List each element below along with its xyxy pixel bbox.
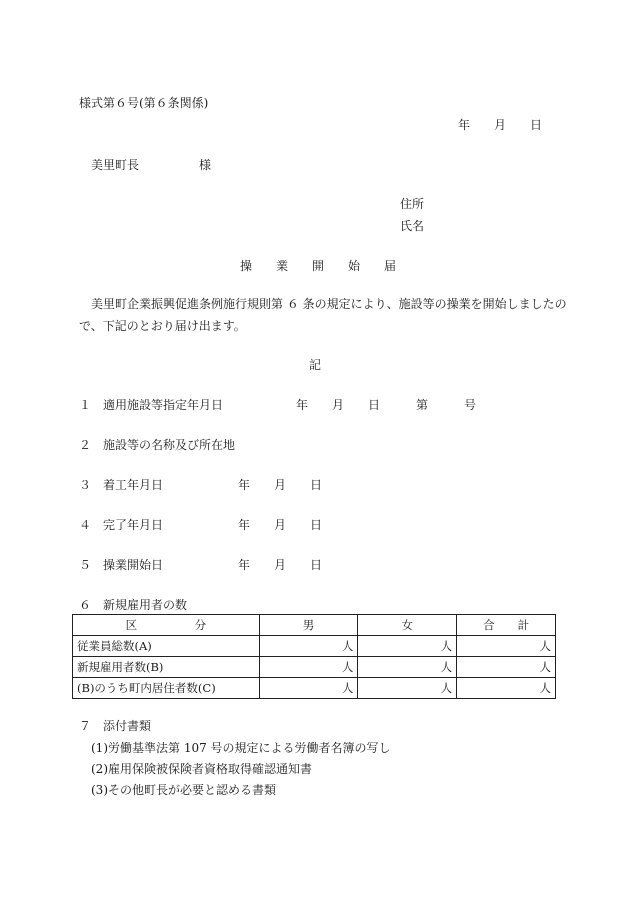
item-5-value: 年 月 日: [238, 558, 323, 572]
body-line-1: 美里町企業振興促進条例施行規則第 ６ 条の規定により、施設等の操業を開始しましたの: [91, 297, 567, 311]
row-label: 従業員総数(A): [73, 636, 260, 657]
address-label: 住所: [400, 197, 425, 211]
cell-male: 人: [259, 636, 358, 657]
item-2-label: ２ 施設等の名称及び所在地: [79, 438, 236, 452]
cell-total: 人: [457, 657, 556, 678]
cell-total: 人: [457, 678, 556, 699]
table-row: [73, 657, 556, 678]
date-line: 年 月 日: [458, 118, 543, 132]
attachment-item: (2)雇用保険被保険者資格取得確認通知書: [91, 762, 312, 776]
item-4-label: ４ 完了年月日: [79, 518, 164, 532]
item-7-label: ７ 添付書類: [79, 719, 152, 733]
title-char: 業: [276, 259, 289, 273]
ki-heading: 記: [309, 358, 322, 372]
cell-female: 人: [358, 657, 457, 678]
addressee: 美里町長 様: [91, 158, 212, 172]
attachment-item: (3)その他町長が必要と認める書類: [91, 783, 276, 797]
row-label: 新規雇用者数(B): [73, 657, 260, 678]
form-number: 様式第６号(第６条関係): [79, 96, 209, 110]
item-3-label: ３ 着工年月日: [79, 478, 164, 492]
title-char: 開: [312, 259, 325, 273]
header-category: 区 分: [73, 615, 260, 636]
item-3-value: 年 月 日: [238, 478, 323, 492]
table-row: [73, 636, 556, 657]
item-4-value: 年 月 日: [238, 518, 323, 532]
cell-total: 人: [457, 636, 556, 657]
title-char: 始: [348, 259, 361, 273]
name-label: 氏名: [400, 219, 425, 233]
cell-male: 人: [259, 678, 358, 699]
item-1-value: 年 月 日 第 号: [296, 398, 477, 412]
header-female: 女: [358, 615, 457, 636]
table-row: [73, 678, 556, 699]
body-line-2: で、下記のとおり届け出ます。: [79, 319, 246, 333]
cell-female: 人: [358, 636, 457, 657]
employee-count-table: [72, 614, 556, 699]
cell-female: 人: [358, 678, 457, 699]
cell-male: 人: [259, 657, 358, 678]
title-char: 届: [384, 259, 397, 273]
attachment-item: (1)労働基準法第 107 号の規定による労働者名簿の写し: [91, 741, 391, 755]
header-male: 男: [259, 615, 358, 636]
table-header-row: [73, 615, 556, 636]
header-total: 合 計: [457, 615, 556, 636]
row-label: (B)のうち町内居住者数(C): [73, 678, 260, 699]
title-char: 操: [240, 259, 253, 273]
item-5-label: ５ 操業開始日: [79, 558, 164, 572]
item-6-label: ６ 新規雇用者の数: [79, 598, 188, 612]
document-title: [240, 259, 420, 273]
item-1-label: １ 適用施設等指定年月日: [79, 398, 224, 412]
